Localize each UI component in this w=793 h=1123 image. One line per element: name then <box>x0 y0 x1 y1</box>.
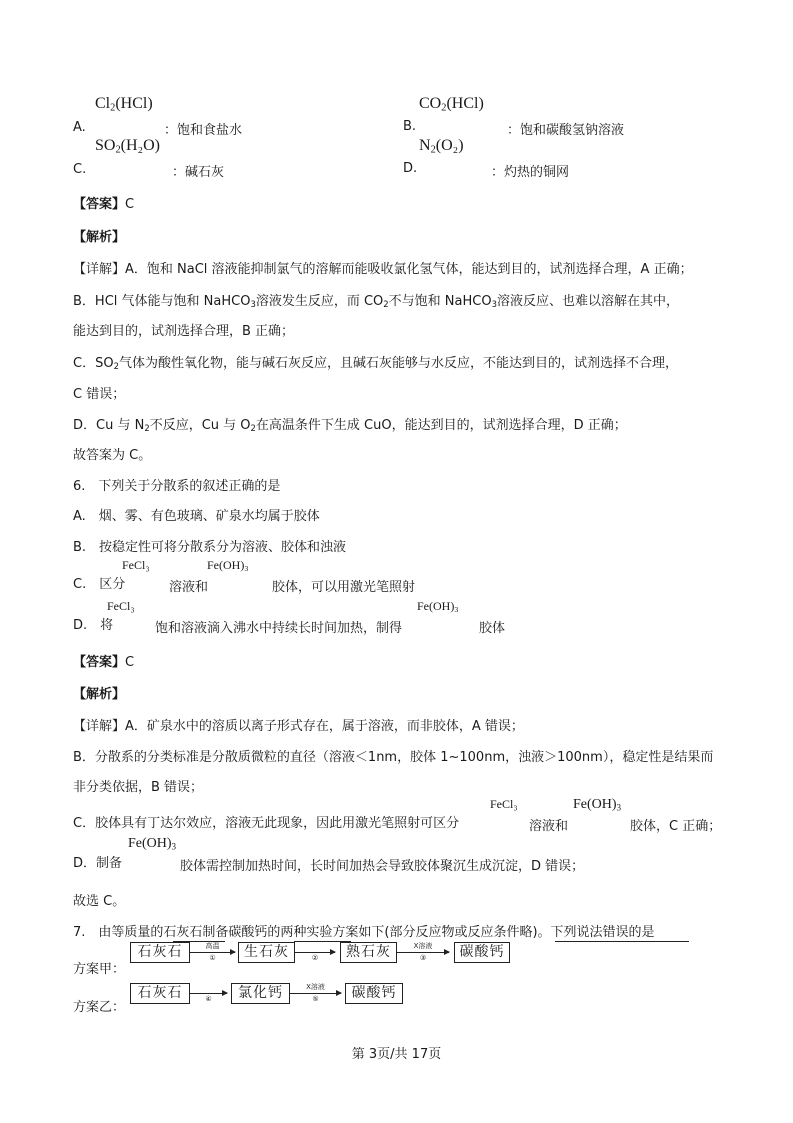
q5-detail-line-5: C 错误； <box>73 387 126 402</box>
q6-answer: 【答案】C <box>73 655 135 670</box>
plan-a-arrow-2-bottom: ② <box>311 954 319 962</box>
plan-a-box-4: 碳酸钙 <box>454 942 510 963</box>
q5-answer: 【答案】C <box>73 197 135 212</box>
q6-stem: 6. 下列关于分散系的叙述正确的是 <box>73 479 281 494</box>
plan-a-arrow-3 <box>397 952 449 953</box>
q6-d-feoh3: $Fe(OH)_3$ <box>417 599 459 614</box>
option-d-text: ：灼热的铜网 <box>491 165 570 180</box>
option-c: C. <box>73 162 87 177</box>
q5-detail-line-1: 【详解】A．饱和 NaCl 溶液能抑制氯气的溶解而能吸收氯化氢气体，能达到目的，试剂选择合理，A 正确； <box>73 262 693 277</box>
plan-b-box-2: 氯化钙 <box>231 983 290 1004</box>
plan-b-arrow-1 <box>190 993 227 994</box>
plan-b-arrow-2 <box>290 993 341 994</box>
q6-c-fecl3: FeCl₃ <box>122 558 150 572</box>
q5-detail-line-7: 故答案为 C。 <box>73 448 152 463</box>
option-d: D. <box>403 161 418 176</box>
plan-b-arrow-1-bottom: ④ <box>205 995 212 1003</box>
plan-b-box-3: 碳酸钙 <box>345 983 403 1004</box>
q6-option-b: B. 按稳定性可将分散系分为溶液、胶体和浊液 <box>73 540 347 555</box>
q6-option-d-pre: D. 将 <box>73 618 114 633</box>
option-c-formula: $SO_2(H_2O)$ <box>95 137 160 156</box>
q6-detail-line-4-mid: 溶液和 <box>529 819 569 834</box>
q5-detail-line-4: C．$SO_2$气体为酸性氧化物，能与碱石灰反应，且碱石灰能够与水反应，不能达到目的，试剂选择不合理， <box>73 356 678 372</box>
q6-detail-line-3: 非分类依据，B 错误； <box>73 780 204 795</box>
q5-analysis-tag: 【解析】 <box>73 230 126 245</box>
page-footer: 第 3页/共 17页 <box>351 1047 442 1062</box>
q6-option-d-post: 胶体 <box>479 621 506 636</box>
q5-detail-line-2: B．HCl 气体能与饱和 NaHCO$_3$溶液发生反应，而 $CO_2$不与饱和 NaHCO$_3$溶液反应、也难以溶解在其中， <box>73 294 679 310</box>
q6-option-c-post: 胶体，可以用激光笔照射 <box>272 580 416 595</box>
option-d-formula: $N_2(O_2)$ <box>419 137 464 156</box>
q7-underline-3 <box>555 941 689 942</box>
q5-detail-line-3: 能达到目的，试剂选择合理，B 正确； <box>73 324 295 339</box>
plan-a-box-2: 生石灰 <box>238 942 295 963</box>
q6-detail-fecl3: FeCl₃ <box>490 797 518 811</box>
option-b-text: ：饱和碳酸氢钠溶液 <box>507 123 625 138</box>
option-b: B. <box>403 119 417 134</box>
plan-a-box-3: 熟石灰 <box>340 942 397 963</box>
q5-detail-line-6: D．Cu 与 $N_2$不反应，Cu 与 $O_2$在高温条件下生成 CuO，能达到目的，试剂选择合理，D 正确； <box>73 418 627 434</box>
q6-detail-line-5-post: 胶体需控制加热时间，长时间加热会导致胶体聚沉生成沉淀，D 错误； <box>180 859 585 874</box>
q6-analysis-tag: 【解析】 <box>73 687 126 702</box>
q6-option-a: A. 烟、雾、有色玻璃、矿泉水均属于胶体 <box>73 509 320 524</box>
option-a-text: ：饱和食盐水 <box>164 123 243 138</box>
plan-a-label: 方案甲： <box>73 962 126 977</box>
option-c-text: ：碱石灰 <box>172 165 225 180</box>
plan-b-arrow-2-top: X溶液 <box>306 983 325 991</box>
plan-b-arrow-2-bottom: ⑤ <box>312 995 319 1003</box>
q6-option-c-pre: C. 区分 <box>73 577 126 592</box>
plan-a-arrow-1-bottom: ① <box>209 954 216 962</box>
plan-a-arrow-1-top: 高温 <box>205 942 220 950</box>
plan-a-arrow-3-top: X溶液 <box>413 942 433 950</box>
option-a-formula: $Cl_2(HCl)$ <box>95 95 153 114</box>
option-b-formula: $CO_2(HCl)$ <box>419 95 484 114</box>
q6-detail-line-1: 【详解】A．矿泉水中的溶质以离子形式存在，属于溶液，而非胶体，A 错误； <box>73 719 524 734</box>
option-a: A. <box>73 120 86 135</box>
q6-detail-line-5-pre: D．制备 <box>73 856 123 871</box>
q6-c-feoh3: $Fe(OH)_3$ <box>207 558 249 573</box>
plan-a-arrow-1 <box>190 952 235 953</box>
q7-stem: 7. 由等质量的石灰石制备碳酸钙的两种实验方案如下(部分反应物或反应条件略)。下列说法错误的是 <box>73 925 655 940</box>
q6-detail-line-4-pre: C．胶体具有丁达尔效应，溶液无此现象，因此用激光笔照射可区分 <box>73 816 460 831</box>
q6-d-fecl3: FeCl₃ <box>107 599 135 613</box>
q6-detail-feoh3: $Fe(OH)_3$ <box>573 797 622 813</box>
plan-b-label: 方案乙： <box>73 1000 126 1015</box>
q6-detail-line-6: 故选 C。 <box>73 894 126 909</box>
plan-a-box-1: 石灰石 <box>130 942 190 963</box>
plan-b-box-1: 石灰石 <box>130 983 190 1004</box>
q6-option-c-mid: 溶液和 <box>169 580 209 595</box>
q6-detail-line-2: B．分散系的分类标准是分散质微粒的直径（溶液＜1nm，胶体 1~100nm，浊液＞100nm），稳定性是结果而 <box>73 750 714 765</box>
plan-a-arrow-3-bottom: ③ <box>419 954 427 962</box>
q6-option-d-mid: 饱和溶液滴入沸水中持续长时间加热，制得 <box>155 621 403 636</box>
q6-detail-line-4-post: 胶体，C 正确； <box>630 819 722 834</box>
q6-detail-d-feoh3: $Fe(OH)_3$ <box>128 836 177 852</box>
plan-a-arrow-2 <box>295 952 335 953</box>
